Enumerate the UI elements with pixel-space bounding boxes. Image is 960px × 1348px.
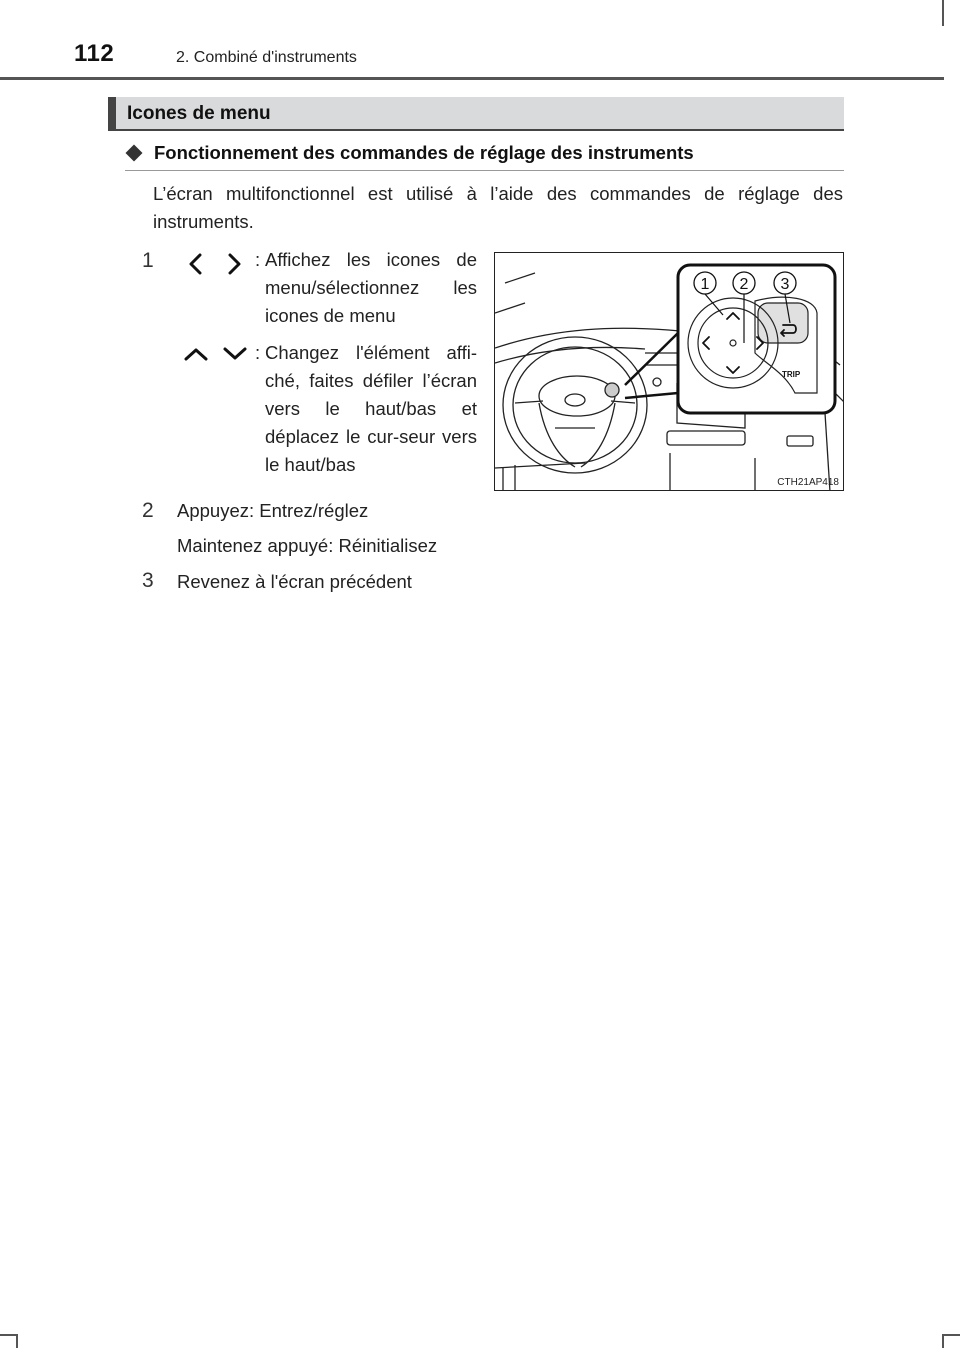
chevron-up-icon bbox=[183, 345, 209, 363]
section-accent bbox=[108, 97, 116, 129]
intro-paragraph: L’écran multifonctionnel est utilisé à l’aide des commandes de réglage des instruments. bbox=[153, 183, 843, 232]
callout-3: 3 bbox=[780, 276, 790, 293]
callout-2: 2 bbox=[739, 276, 749, 293]
diamond-bullet-icon bbox=[126, 145, 143, 162]
figure-code: CTH21AP418 bbox=[777, 477, 839, 488]
subsection-heading bbox=[125, 141, 844, 171]
item-number-2: 2 bbox=[142, 499, 154, 522]
item-number-3: 3 bbox=[142, 569, 154, 592]
dashboard-illustration bbox=[494, 252, 844, 491]
item-1-description: : Affichez les icones de menu/sélectionnez les icones de menu bbox=[255, 246, 477, 330]
subsection-title: Fonctionnement des commandes de réglage des instruments bbox=[154, 142, 694, 163]
item-1b-text: Changez l'élément affi-ché, faites défiler l’écran vers le haut/bas et déplacez le cur-seur vers le haut/bas bbox=[265, 342, 477, 475]
item-1-text: Affichez les icones de menu/sélectionnez les icones de menu bbox=[265, 249, 477, 326]
chevron-left-icon bbox=[186, 252, 206, 276]
item-number-1: 1 bbox=[142, 249, 154, 272]
header-rule bbox=[0, 77, 944, 80]
crop-mark bbox=[942, 0, 944, 26]
chevron-down-icon bbox=[222, 345, 248, 363]
item-1b-description: : Changez l'élément affi-ché, faites défiler l’écran vers le haut/bas et déplacez le cur-seur vers le haut/bas bbox=[255, 339, 477, 479]
crop-mark bbox=[942, 1334, 960, 1336]
item-2-text-hold: Maintenez appuyé: Réinitialisez bbox=[177, 535, 438, 556]
page-number: 112 bbox=[74, 40, 115, 67]
section-heading bbox=[108, 97, 844, 131]
item-3-text: Revenez à l'écran précédent bbox=[177, 571, 412, 592]
crop-mark bbox=[16, 1334, 18, 1348]
chapter-title: 2. Combiné d'instruments bbox=[176, 49, 357, 66]
chevron-right-icon bbox=[224, 252, 244, 276]
trip-label: TRIP bbox=[782, 370, 801, 379]
callout-1: 1 bbox=[700, 276, 710, 293]
item-2-text: Appuyez: Entrez/réglez bbox=[177, 500, 369, 521]
crop-mark bbox=[942, 1334, 944, 1348]
steering-wheel-illustration bbox=[495, 253, 844, 491]
section-title: Icones de menu bbox=[127, 103, 271, 124]
